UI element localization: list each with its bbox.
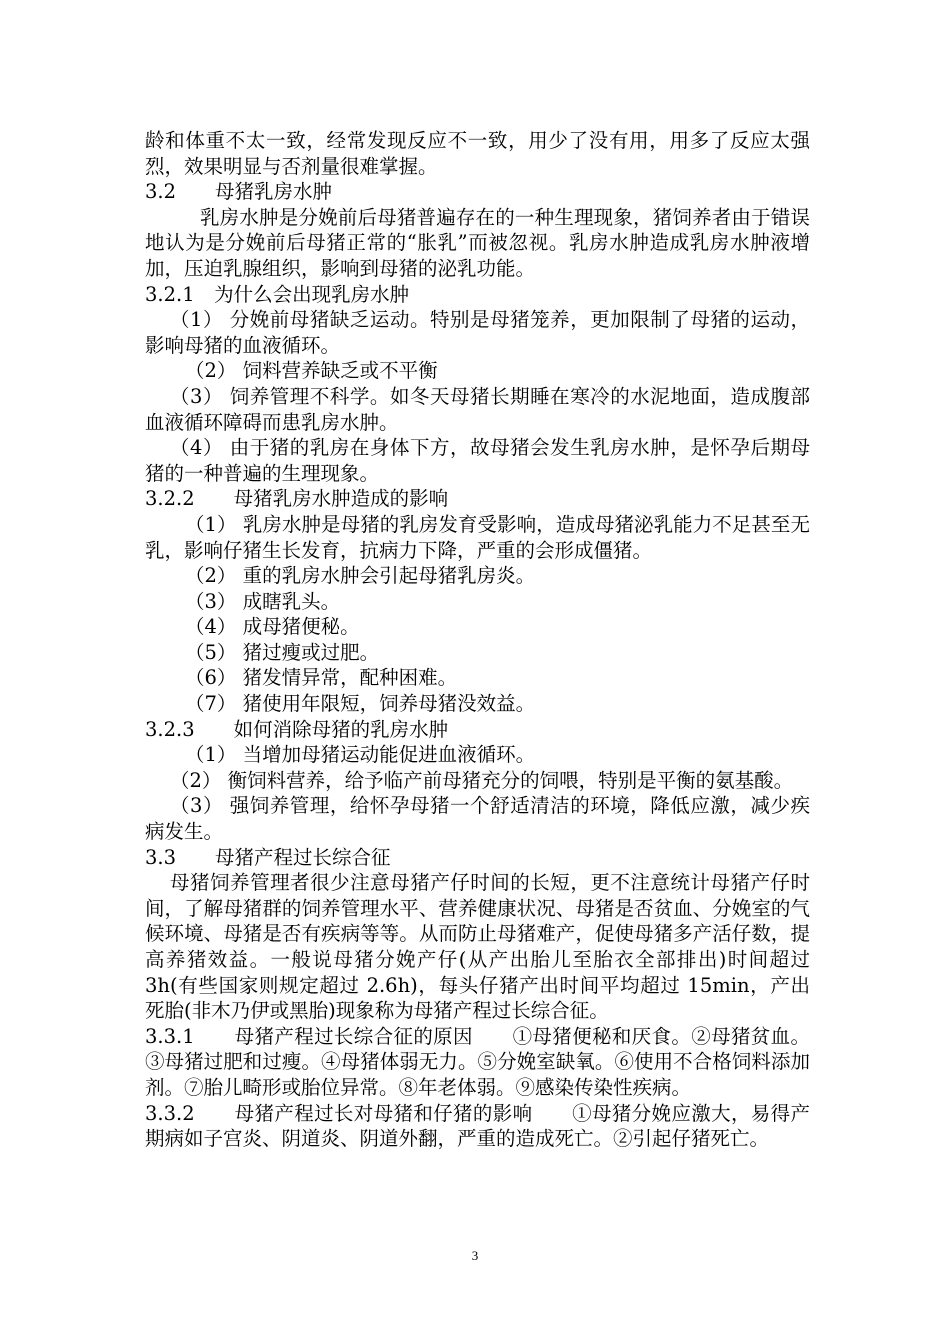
page-number: 3 [471,1248,479,1263]
list-item: （7） 猪使用年限短，饲养母猪没效益。 [185,692,536,716]
section-heading-3-2: 3.2 母猪乳房水肿 [145,180,333,204]
list-item: （3） 饲养管理不科学。如冬天母猪长期睡在寒冷的水泥地面，造成腹部血液循环障碍而患乳房水肿。 [145,384,810,434]
section-heading-3-2-3: 3.2.3 如何消除母猪的乳房水肿 [145,717,449,741]
list-item: （5） 猪过瘦或过肥。 [185,640,380,664]
paragraph-labor-intro: 母猪饲养管理者很少注意母猪产仔时间的长短，更不注意统计母猪产仔时间，了解母猪群的饲养管理水平、营养健康状况、母猪是否贫血、分娩室的气候环境、母猪是否有疾病等等。从而防止母猪难产，促使母猪多产活仔数，提高养猪效益。一般说母猪分娩产仔(从产出胎儿至胎衣全部排出)时间超过 3h(有些国家则规定超过 2.6h)，每头仔猪产出时间平均超过 15min，产出死胎(非木乃伊或黑胎)现象称为母猪产程过长综合征。 [145,871,810,1023]
section-heading-3-2-2: 3.2.2 母猪乳房水肿造成的影响 [145,487,449,511]
paragraph-section-3-3-1: 3.3.1 母猪产程过长综合征的原因 ①母猪便秘和厌食。②母猪贫血。③母猪过肥和过瘦。④母猪体弱无力。⑤分娩室缺氧。⑥使用不合格饲料添加剂。⑦胎儿畸形或胎位异常。⑧年老体弱。⑨感染传染性疾病。 [145,1024,810,1099]
list-item: （6） 猪发情异常，配种困难。 [185,666,458,690]
list-item: （1） 当增加母猪运动能促进血液循环。 [185,743,536,767]
section-heading-3-3: 3.3 母猪产程过长综合征 [145,845,391,869]
list-item: （3） 强饲养管理，给怀孕母猪一个舒适清洁的环境，降低应激，减少疾病发生。 [145,794,810,844]
list-item: （2） 重的乳房水肿会引起母猪乳房炎。 [185,564,536,588]
list-item: （3） 成瞎乳头。 [185,589,341,613]
list-item: （4） 由于猪的乳房在身体下方，故母猪会发生乳房水肿，是怀孕后期母猪的一种普遍的生理现象。 [145,436,810,485]
document-body [145,128,810,1152]
list-item: （2） 衡饲料营养，给予临产前母猪充分的饲喂，特别是平衡的氨基酸。 [170,768,794,792]
section-heading-3-2-1: 3.2.1 为什么会出现乳房水肿 [145,282,410,306]
paragraph-edema-intro: 乳房水肿是分娩前后母猪普遍存在的一种生理现象，猪饲养者由于错误地认为是分娩前后母猪正常的“胀乳”而被忽视。乳房水肿造成乳房水肿液增加，压迫乳腺组织，影响到母猪的泌乳功能。 [145,205,810,280]
paragraph-continuation: 龄和体重不太一致，经常发现反应不一致，用少了没有用，用多了反应太强烈，效果明显与否剂量很难掌握。 [145,129,810,178]
list-item: （1） 分娩前母猪缺乏运动。特别是母猪笼养，更加限制了母猪的运动，影响母猪的血液循环。 [145,308,810,357]
list-item: （2） 饲料营养缺乏或不平衡 [185,359,438,383]
paragraph-section-3-3-2: 3.3.2 母猪产程过长对母猪和仔猪的影响 ①母猪分娩应激大，易得产期病如子宫炎、阴道炎、阴道外翻，严重的造成死亡。②引起仔猪死亡。 [145,1101,810,1151]
list-item: （4） 成母猪便秘。 [185,615,360,639]
list-item: （1） 乳房水肿是母猪的乳房发育受影响，造成母猪泌乳能力不足甚至无乳，影响仔猪生长发育，抗病力下降，严重的会形成僵猪。 [145,512,810,562]
